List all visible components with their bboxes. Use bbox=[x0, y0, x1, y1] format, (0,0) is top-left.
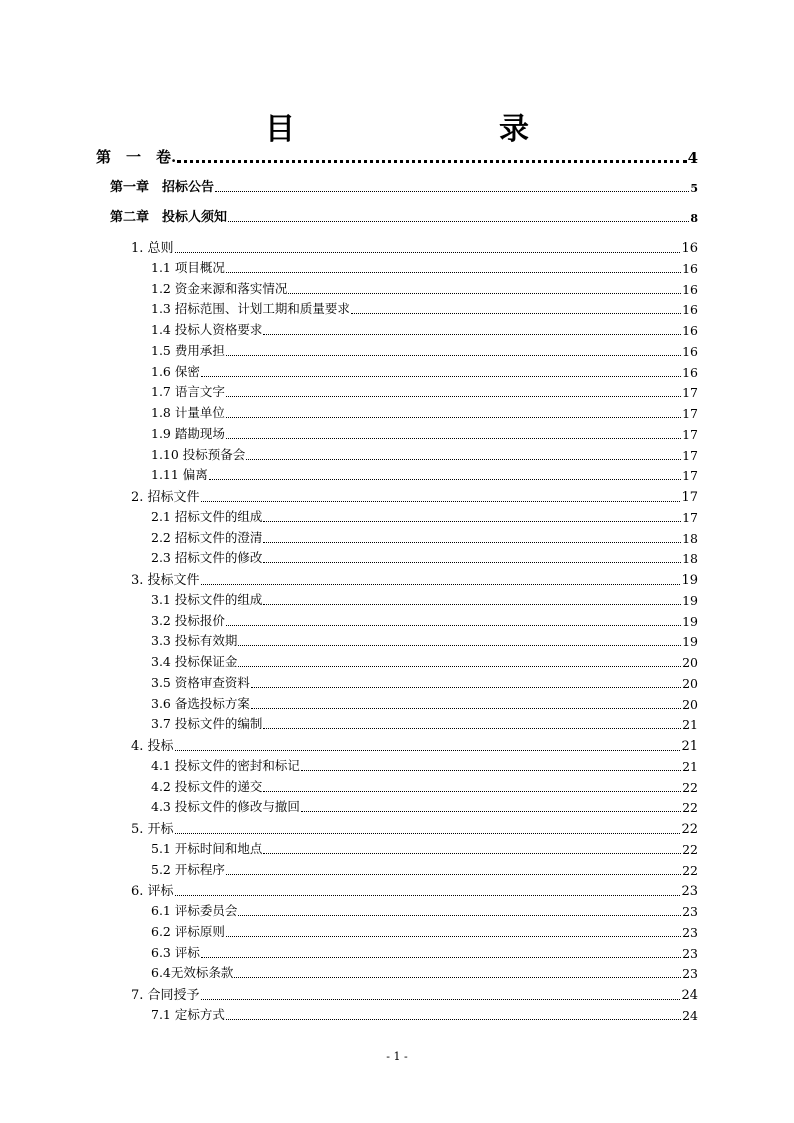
toc-dot-leader bbox=[226, 272, 681, 273]
toc-dot-leader bbox=[226, 396, 681, 397]
toc-entry-label: 5.1 开标时间和地点 bbox=[151, 840, 263, 856]
toc-entry[interactable] bbox=[131, 818, 698, 837]
toc-entry[interactable] bbox=[151, 590, 698, 608]
toc-entry-label: 7.1 定标方式 bbox=[151, 1006, 225, 1022]
toc-dot-leader bbox=[177, 160, 686, 163]
toc-entry-label: 6. 评标 bbox=[131, 884, 174, 900]
toc-entry-page: 18 bbox=[682, 551, 698, 567]
toc-entry-label: 3.2 投标报价 bbox=[151, 612, 225, 628]
toc-dot-leader bbox=[246, 459, 681, 460]
toc-entry-label: 3. 投标文件 bbox=[131, 573, 200, 588]
toc-entry-page: 16 bbox=[682, 260, 698, 276]
toc-entry-label: 第一章 招标公告 bbox=[110, 180, 215, 195]
toc-entry-label: 4.1 投标文件的密封和标记 bbox=[151, 757, 300, 773]
toc-entry-page: 16 bbox=[682, 281, 698, 297]
toc-entry[interactable] bbox=[151, 465, 698, 483]
toc-entry-page: 21 bbox=[682, 717, 698, 733]
toc-entry[interactable] bbox=[151, 901, 698, 919]
toc-entry-label: 2.1 招标文件的组成 bbox=[151, 508, 263, 524]
toc-dot-leader bbox=[263, 728, 681, 729]
toc-entry-label: 第 一 卷. bbox=[96, 148, 177, 166]
toc-dot-leader bbox=[263, 334, 681, 335]
toc-entry-page: 22 bbox=[682, 841, 698, 857]
toc-dot-leader bbox=[209, 479, 681, 480]
toc-dot-leader bbox=[201, 501, 681, 502]
toc-dot-leader bbox=[263, 542, 681, 543]
toc-dot-leader bbox=[251, 687, 681, 688]
toc-entry[interactable] bbox=[131, 735, 698, 754]
toc-entry[interactable] bbox=[151, 631, 698, 649]
toc-entry-label: 4.2 投标文件的递交 bbox=[151, 778, 263, 794]
toc-entry[interactable] bbox=[131, 569, 698, 588]
toc-entry[interactable] bbox=[151, 777, 698, 795]
toc-entry[interactable] bbox=[151, 258, 698, 276]
toc-dot-leader bbox=[238, 645, 681, 646]
toc-dot-leader bbox=[238, 666, 681, 667]
toc-dot-leader bbox=[201, 376, 681, 377]
toc-entry-label: 4.3 投标文件的修改与撤回 bbox=[151, 799, 300, 815]
toc-entry-page: 16 bbox=[681, 241, 698, 256]
toc-entry[interactable] bbox=[151, 299, 698, 317]
toc-entry-page: 24 bbox=[681, 988, 698, 1003]
toc-entry[interactable] bbox=[151, 382, 698, 400]
toc-entry-page: 17 bbox=[682, 426, 698, 442]
toc-entry[interactable] bbox=[96, 146, 698, 167]
toc-dot-leader bbox=[226, 438, 681, 439]
toc-entry-label: 1.4 投标人资格要求 bbox=[151, 322, 263, 337]
toc-entry[interactable] bbox=[151, 424, 698, 442]
toc-entry-label: 2.2 招标文件的澄清 bbox=[151, 529, 263, 545]
toc-entry[interactable] bbox=[131, 984, 698, 1003]
toc-entry[interactable] bbox=[151, 1005, 698, 1023]
toc-dot-leader bbox=[201, 999, 681, 1000]
toc-entry-page: 20 bbox=[682, 696, 698, 712]
toc-entry-page: 8 bbox=[690, 212, 698, 225]
toc-entry-page: 23 bbox=[682, 924, 698, 940]
toc-entry-label: 1.6 保密 bbox=[151, 363, 200, 379]
toc-entry-page: 16 bbox=[682, 364, 698, 380]
toc-dot-leader bbox=[351, 313, 681, 314]
toc-entry[interactable] bbox=[151, 341, 698, 359]
toc-dot-leader bbox=[175, 252, 681, 253]
toc-entry-label: 1. 总则 bbox=[131, 241, 174, 256]
toc-dot-leader bbox=[226, 936, 681, 937]
toc-entry[interactable] bbox=[151, 548, 698, 566]
toc-dot-leader bbox=[263, 853, 681, 854]
toc-entry[interactable] bbox=[131, 237, 698, 256]
toc-dot-leader bbox=[215, 191, 689, 192]
toc-dot-leader bbox=[263, 562, 681, 563]
toc-entry[interactable] bbox=[151, 403, 698, 421]
toc-dot-leader bbox=[251, 708, 681, 709]
toc-entry-page: 16 bbox=[682, 302, 698, 318]
toc-dot-leader bbox=[226, 625, 681, 626]
toc-entry[interactable] bbox=[151, 445, 698, 463]
toc-entry[interactable] bbox=[151, 714, 698, 732]
toc-entry-page: 19 bbox=[682, 592, 698, 608]
toc-entry-label: 1.10 投标预备会 bbox=[151, 446, 246, 462]
toc-entry-label: 3.1 投标文件的组成 bbox=[151, 591, 263, 607]
toc-entry-page: 19 bbox=[682, 634, 698, 650]
toc-entry-page: 23 bbox=[682, 966, 698, 982]
toc-dot-leader bbox=[288, 293, 681, 294]
toc-dot-leader bbox=[228, 221, 689, 222]
toc-entry-page: 18 bbox=[682, 530, 698, 546]
toc-entry-page: 17 bbox=[682, 468, 698, 484]
toc-entry-page: 23 bbox=[681, 884, 698, 900]
toc-entry-label: 1.9 踏勘现场 bbox=[151, 425, 225, 441]
toc-entry-label: 2.3 招标文件的修改 bbox=[151, 550, 263, 566]
toc-entry[interactable] bbox=[151, 362, 698, 380]
toc-entry[interactable] bbox=[151, 943, 698, 961]
toc-entry-page: 23 bbox=[682, 945, 698, 961]
toc-entry-label: 1.3 招标范围、计划工期和质量要求 bbox=[151, 301, 350, 317]
toc-dot-leader bbox=[175, 750, 681, 751]
toc-entry-label: 1.1 项目概况 bbox=[151, 259, 225, 275]
toc-dot-leader bbox=[301, 811, 681, 812]
toc-entry-label: 7. 合同授予 bbox=[131, 988, 200, 1003]
toc-dot-leader bbox=[201, 957, 681, 958]
toc-entry-label: 4. 投标 bbox=[131, 739, 174, 754]
toc-entry-label: 5. 开标 bbox=[131, 822, 174, 837]
toc-dot-leader bbox=[175, 895, 681, 896]
toc-dot-leader bbox=[263, 791, 681, 792]
toc-dot-leader bbox=[175, 833, 681, 834]
toc-entry-label: 1.11 偏离 bbox=[151, 467, 208, 483]
toc-entry-page: 19 bbox=[682, 613, 698, 629]
toc-entry-label: 6.3 评标 bbox=[151, 944, 200, 960]
toc-entry-label: 6.1 评标委员会 bbox=[151, 903, 238, 918]
toc-entry-label: 1.5 费用承担 bbox=[151, 342, 225, 358]
toc-entry[interactable] bbox=[151, 839, 698, 857]
toc-entry[interactable] bbox=[151, 797, 698, 815]
toc-entry-page: 20 bbox=[682, 655, 698, 670]
toc-entry-label: 1.8 计量单位 bbox=[151, 405, 225, 420]
toc-dot-leader bbox=[301, 770, 681, 771]
toc-dot-leader bbox=[263, 521, 681, 522]
toc-entry[interactable] bbox=[151, 528, 698, 546]
toc-dot-leader bbox=[226, 417, 681, 418]
toc-entry-page: 19 bbox=[681, 573, 698, 588]
toc-entry[interactable] bbox=[110, 206, 698, 225]
toc-entry[interactable] bbox=[151, 507, 698, 525]
toc-entry-page: 17 bbox=[681, 490, 698, 505]
toc-entry[interactable] bbox=[151, 860, 698, 878]
toc-entry-page: 5 bbox=[690, 182, 698, 195]
toc-entry-label: 1.7 语言文字 bbox=[151, 384, 225, 400]
toc-entry-page: 21 bbox=[681, 739, 698, 754]
toc-entry[interactable] bbox=[131, 880, 698, 899]
toc-entry[interactable] bbox=[151, 320, 698, 338]
toc-entry-page: 16 bbox=[682, 323, 698, 338]
toc-entry-label: 2. 招标文件 bbox=[131, 490, 200, 505]
toc-dot-leader bbox=[234, 977, 681, 978]
toc-entry-label: 6.2 评标原则 bbox=[151, 923, 225, 939]
toc-entry[interactable] bbox=[151, 279, 698, 297]
toc-entry-label: 5.2 开标程序 bbox=[151, 861, 225, 877]
toc-entry-page: 23 bbox=[682, 904, 698, 919]
toc-entry-page: 22 bbox=[682, 862, 698, 878]
toc-entry-label: 第二章 投标人须知 bbox=[110, 210, 228, 225]
toc-entry-label: 3.5 资格审查资料 bbox=[151, 674, 250, 690]
toc-entry[interactable] bbox=[131, 486, 698, 505]
toc-entry-label: 3.4 投标保证金 bbox=[151, 654, 238, 669]
toc-entry-page: 17 bbox=[682, 509, 698, 525]
toc-dot-leader bbox=[226, 1019, 681, 1020]
toc-entry-page: 22 bbox=[682, 800, 698, 816]
toc-entry[interactable] bbox=[151, 611, 698, 629]
toc-entry[interactable] bbox=[151, 756, 698, 774]
toc-entry[interactable] bbox=[151, 922, 698, 940]
toc-dot-leader bbox=[263, 604, 681, 605]
toc-entry[interactable] bbox=[151, 652, 698, 670]
page-number-footer: - 1 - bbox=[386, 1050, 408, 1063]
toc-entry-page: 24 bbox=[682, 1007, 698, 1023]
toc-entry-label: 3.7 投标文件的编制 bbox=[151, 716, 263, 732]
toc-entry-label: 1.2 资金来源和落实情况 bbox=[151, 280, 288, 296]
toc-dot-leader bbox=[226, 355, 681, 356]
toc-entry-page: 16 bbox=[682, 343, 698, 359]
toc-entry-label: 3.6 备选投标方案 bbox=[151, 695, 250, 711]
toc-dot-leader bbox=[238, 915, 681, 916]
toc-entry-page: 20 bbox=[682, 675, 698, 691]
toc-entry[interactable] bbox=[151, 963, 698, 981]
toc-entry[interactable] bbox=[110, 176, 698, 195]
toc-entry-page: 17 bbox=[682, 447, 698, 463]
toc-title: 目 录 bbox=[265, 112, 577, 147]
toc-entry[interactable] bbox=[151, 694, 698, 712]
toc-entry-page: 22 bbox=[681, 822, 698, 837]
toc-entry-page: 21 bbox=[682, 758, 698, 774]
toc-entry-page: 17 bbox=[682, 406, 698, 421]
toc-entry-label: 6.4无效标条款 bbox=[151, 965, 234, 981]
toc-entry-page: 17 bbox=[682, 385, 698, 401]
toc-entry[interactable] bbox=[151, 673, 698, 691]
toc-entry-page: 4 bbox=[687, 149, 698, 167]
toc-dot-leader bbox=[201, 584, 681, 585]
toc-entry-page: 22 bbox=[682, 779, 698, 795]
toc-entry-label: 3.3 投标有效期 bbox=[151, 633, 238, 649]
toc-dot-leader bbox=[226, 874, 681, 875]
